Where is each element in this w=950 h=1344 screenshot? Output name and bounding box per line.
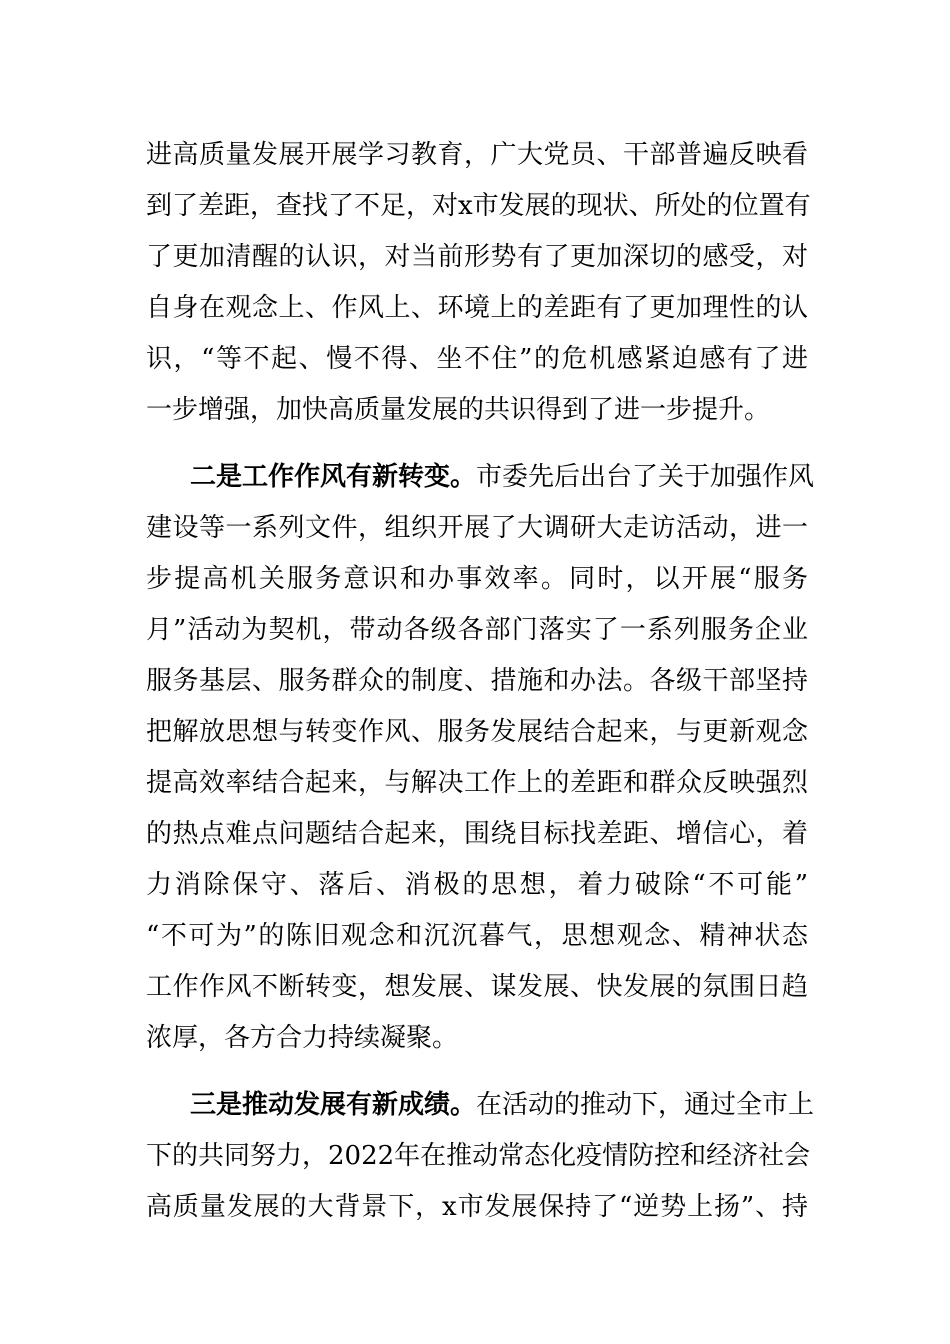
text-line: 一步增强，加快高质量发展的共识得到了进一步提升。: [146, 395, 771, 425]
text-line: 月”活动为契机，带动各级各部门落实了一系列服务企业: [146, 615, 808, 645]
text-line: 服务基层、服务群众的制度、措施和办法。各级干部坚持: [146, 666, 808, 696]
paragraph-1: [146, 130, 811, 436]
text-line: 力消除保守、落后、消极的思想，着力破除“不可能”: [146, 870, 808, 900]
paragraph-3: [146, 1080, 815, 1233]
text-line: 自身在观念上、作风上、环境上的差距有了更加理性的认: [146, 293, 808, 323]
paragraph-2: [146, 452, 815, 1064]
text-line: “不可为”的陈旧观念和沉沉暮气，思想观念、精神状态: [146, 921, 808, 951]
text-line: 把解放思想与转变作风、服务发展结合起来，与更新观念: [146, 717, 808, 747]
text-run: 市委先后出台了关于加强作风: [476, 462, 815, 492]
paragraph-first-line: [146, 1080, 815, 1131]
paragraph-first-line: [146, 452, 815, 503]
paragraph-heading: 二是工作作风有新转变。: [190, 462, 477, 492]
text-line: 了更加清醒的认识，对当前形势有了更加深切的感受，对: [146, 242, 808, 272]
text-line: 高质量发展的大背景下，x市发展保持了“逆势上扬”、持: [146, 1192, 808, 1222]
paragraph-heading: 三是推动发展有新成绩。: [190, 1090, 477, 1120]
text-line: 进高质量发展开展学习教育，广大党员、干部普遍反映看: [146, 140, 808, 170]
text-line: 步提高机关服务意识和办事效率。同时，以开展“服务: [146, 564, 808, 594]
text-line: 识，“等不起、慢不得、坐不住”的危机感紧迫感有了进: [146, 344, 808, 374]
document-body: [146, 130, 815, 1233]
text-line: 浓厚，各方合力持续凝聚。: [146, 1023, 459, 1053]
text-line: 下的共同努力，2022年在推动常态化疫情防控和经济社会: [146, 1141, 811, 1171]
text-line: 建设等一系列文件，组织开展了大调研大走访活动，进一: [146, 513, 808, 543]
text-line: 工作作风不断转变，想发展、谋发展、快发展的氛围日趋: [146, 972, 808, 1002]
text-line: 提高效率结合起来，与解决工作上的差距和群众反映强烈: [146, 768, 808, 798]
text-run: 在活动的推动下，通过全市上: [476, 1090, 815, 1120]
text-line: 到了差距，查找了不足，对x市发展的现状、所处的位置有: [146, 191, 811, 221]
text-line: 的热点难点问题结合起来，围绕目标找差距、增信心，着: [146, 819, 808, 849]
